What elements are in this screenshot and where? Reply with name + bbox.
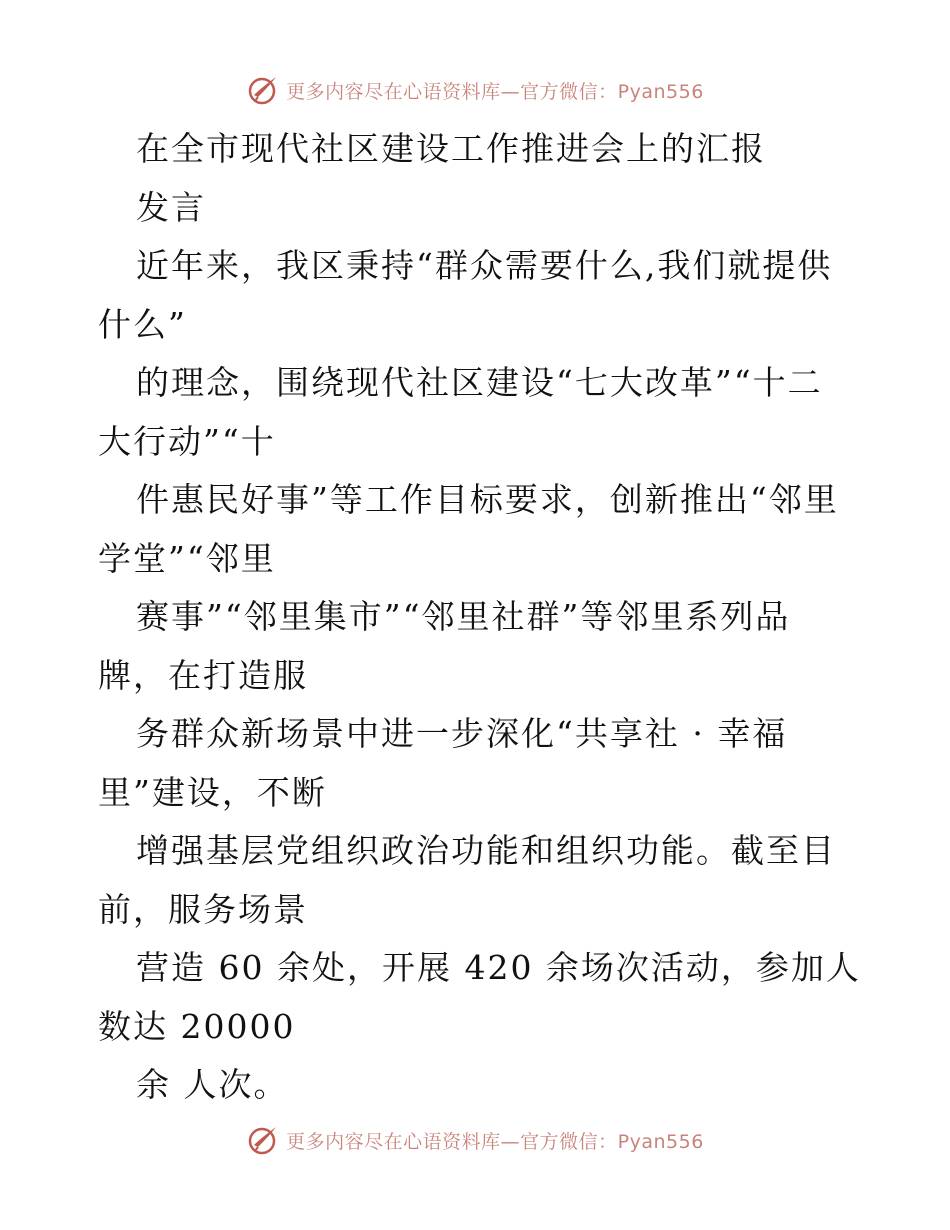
page-header-banner <box>0 70 950 110</box>
text-line: 件惠民好事”等工作目标要求，创新推出“邻里 <box>136 480 839 519</box>
text-line: 营造 60 余处，开展 420 余场次活动，参加人 <box>136 948 861 987</box>
text-line: 里”建设，不断 <box>98 772 327 812</box>
text-line: 大行动”“十 <box>98 421 276 461</box>
quill-logo-icon <box>246 73 280 107</box>
page-footer-banner <box>0 1120 950 1160</box>
text-line: 的理念，围绕现代社区建设“七大改革”“十二 <box>136 363 823 402</box>
quill-logo-icon <box>246 1123 280 1157</box>
text-line: 赛事”“邻里集市”“邻里社群”等邻里系列品 <box>136 597 791 636</box>
text-line: 数达 20000 <box>98 1006 296 1046</box>
banner-text: 更多内容尽在心语资料库—官方微信：Pyan556 <box>286 1130 704 1153</box>
text-line: 发言 <box>136 187 206 227</box>
text-line: 前，服务场景 <box>98 889 308 929</box>
text-line: 什么” <box>98 304 187 344</box>
banner-text: 更多内容尽在心语资料库—官方微信：Pyan556 <box>286 80 704 103</box>
text-line: 牌，在打造服 <box>98 655 308 695</box>
document-body <box>98 120 868 1115</box>
text-line: 务群众新场景中进一步深化“共享社 · 幸福 <box>136 714 788 753</box>
text-line: 近年来，我区秉持“群众需要什么,我们就提供 <box>136 246 833 285</box>
text-line: 增强基层党组织政治功能和组织功能。截至目 <box>136 831 836 870</box>
text-line: 余 人次。 <box>136 1065 289 1104</box>
text-line: 学堂”“邻里 <box>98 538 276 578</box>
text-line: 在全市现代社区建设工作推进会上的汇报 <box>136 129 766 168</box>
